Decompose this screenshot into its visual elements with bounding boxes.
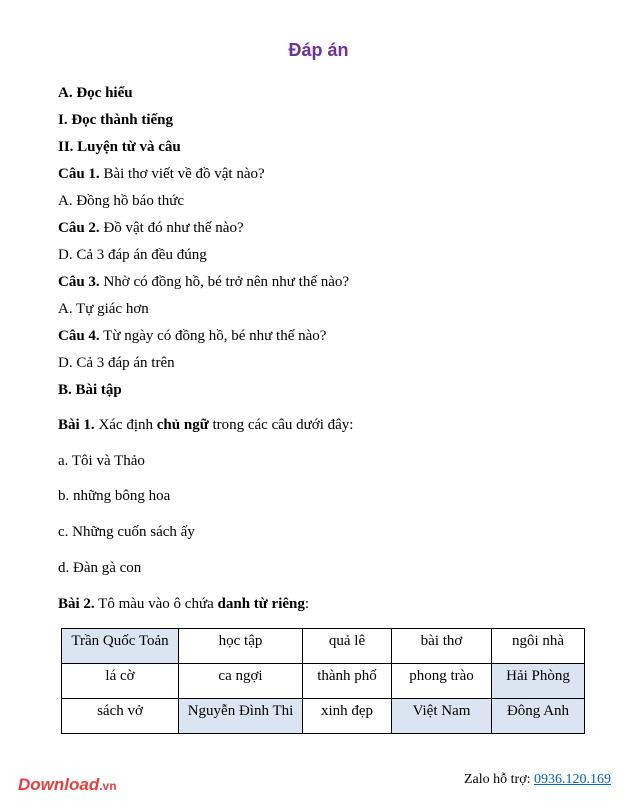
section-ii-heading: II. Luyện từ và câu (58, 139, 181, 155)
exercise-label: Bài 1. (58, 417, 95, 433)
section-i-heading: I. Đọc thành tiếng (58, 112, 174, 128)
table-cell: ca ngợi (179, 664, 303, 699)
table-cell: phong trào (392, 664, 492, 699)
exercise-1-item: a. Tôi và Thảo (58, 453, 145, 469)
section-b-heading: B. Bài tập (58, 382, 122, 398)
question-text: Từ ngày có đồng hồ, bé như thế nào? (99, 328, 327, 344)
answer-4: D. Cả 3 đáp án trên (58, 355, 175, 371)
exercise-1-item: b. những bông hoa (58, 488, 171, 504)
exercise-1-item: c. Những cuốn sách ấy (58, 524, 195, 540)
table-cell: Hải Phòng (492, 664, 585, 699)
question-label: Câu 1. (58, 166, 100, 182)
prompt-text: : (304, 596, 310, 612)
support-contact (464, 772, 611, 788)
question-text: Bài thơ viết về đồ vật nào? (99, 166, 265, 182)
noun-table (61, 628, 585, 734)
table-cell: Việt Nam (392, 699, 492, 734)
table-cell: sách vở (62, 699, 179, 734)
table-row (62, 699, 585, 734)
question-4 (58, 328, 326, 345)
question-3 (58, 274, 349, 291)
exercise-1-item: d. Đàn gà con (58, 560, 142, 576)
table-cell: quả lê (303, 629, 392, 664)
question-label: Câu 2. (58, 220, 100, 236)
question-label: Câu 4. (58, 328, 100, 344)
answer-1: A. Đồng hồ báo thức (58, 193, 185, 209)
table-cell: xinh đẹp (303, 699, 392, 734)
table-cell: học tập (179, 629, 303, 664)
question-text: Đồ vật đó như thế nào? (99, 220, 244, 236)
answer-3: A. Tự giác hơn (58, 301, 149, 317)
table-cell: Nguyễn Đình Thi (179, 699, 303, 734)
exercise-1-prompt (58, 417, 353, 434)
question-label: Câu 3. (58, 274, 100, 290)
answer-2: D. Cả 3 đáp án đều đúng (58, 247, 207, 263)
download-logo: Download.vn (18, 775, 117, 794)
table-cell: thành phố (303, 664, 392, 699)
table-row (62, 629, 585, 664)
support-phone-link[interactable]: 0936.120.169 (534, 772, 611, 787)
section-a-heading: A. Đọc hiểu (58, 85, 133, 101)
prompt-text: Tô màu vào ô chứa (94, 596, 218, 612)
table-cell: ngôi nhà (492, 629, 585, 664)
prompt-text: Xác định (94, 417, 157, 433)
support-label: Zalo hỗ trợ: (464, 772, 534, 787)
table-cell: bài thơ (392, 629, 492, 664)
prompt-keyword: danh từ riêng (217, 596, 305, 612)
page-title: Đáp án (288, 40, 349, 60)
exercise-label: Bài 2. (58, 596, 95, 612)
table-cell: Trần Quốc Toản (62, 629, 179, 664)
table-cell: Đông Anh (492, 699, 585, 734)
table-cell: lá cờ (62, 664, 179, 699)
question-text: Nhờ có đồng hồ, bé trở nên như thế nào? (99, 274, 350, 290)
table-row (62, 664, 585, 699)
question-1 (58, 166, 265, 183)
prompt-keyword: chủ ngữ (156, 417, 209, 433)
question-2 (58, 220, 244, 237)
prompt-text: trong các câu dưới đây: (208, 417, 354, 433)
exercise-2-prompt (58, 596, 309, 613)
